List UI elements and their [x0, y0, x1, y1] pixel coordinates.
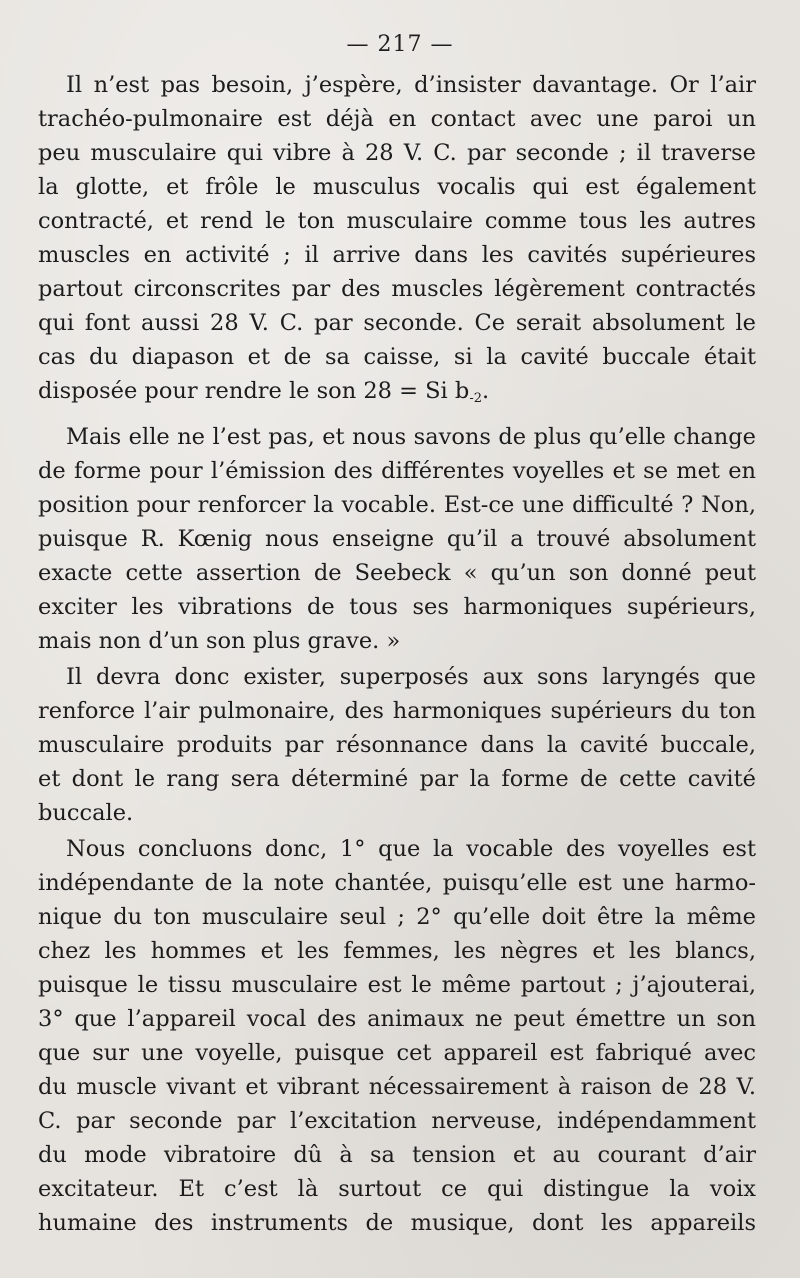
text-line: mais non d’un son plus grave. » — [38, 628, 401, 654]
text-line: du muscle vivant et vibrant nécessairement à raison de 28 V. — [38, 1074, 756, 1100]
text-line: la glotte, et frôle le musculus vocalis qui est également — [38, 174, 756, 200]
text-line: 3° que l’appareil vocal des animaux ne peut émettre un son — [38, 1006, 756, 1032]
text-line: buccale. — [38, 800, 134, 826]
text-line: et dont le rang sera déterminé par la forme de cette cavité — [38, 766, 756, 792]
text-line: exciter les vibrations de tous ses harmoniques supérieurs, — [38, 594, 756, 620]
period: . — [481, 378, 490, 404]
subscript: -2 — [469, 391, 482, 406]
text-line: puisque R. Kœnig nous enseigne qu’il a trouvé absolument — [38, 526, 756, 552]
text-line: renforce l’air pulmonaire, des harmoniques supérieurs du ton — [38, 698, 756, 724]
text-line: indépendante de la note chantée, puisqu’elle est une harmo- — [38, 870, 756, 896]
text-line: chez les hommes et les femmes, les nègres et les blancs, — [38, 938, 756, 964]
text-line-with-subscript — [38, 374, 756, 408]
text-line: nique du ton musculaire seul ; 2° qu’elle doit être la même — [38, 904, 756, 930]
text-line: Il devra donc exister, superposés aux sons laryngés que — [66, 664, 756, 690]
text-line: du mode vibratoire dû à sa tension et au courant d’air — [38, 1142, 756, 1168]
text-line: partout circonscrites par des muscles légèrement contractés — [38, 276, 756, 302]
text-line: muscles en activité ; il arrive dans les cavités supérieures — [38, 242, 756, 268]
text-line: excitateur. Et c’est là surtout ce qui distingue la voix — [38, 1176, 756, 1202]
text-line: musculaire produits par résonnance dans la cavité buccale, — [38, 732, 756, 758]
text-line: disposée pour rendre le son 28 = Si b — [38, 378, 470, 404]
text-line: que sur une voyelle, puisque cet appareil est fabriqué avec — [38, 1040, 756, 1066]
text-line: Nous concluons donc, 1° que la vocable des voyelles est — [66, 836, 756, 862]
text-line: trachéo-pulmonaire est déjà en contact avec une paroi un — [38, 106, 756, 132]
text-line: C. par seconde par l’excitation nerveuse, indépendamment — [38, 1108, 756, 1134]
text-line: exacte cette assertion de Seebeck « qu’un son donné peut — [38, 560, 756, 586]
text-line: Il n’est pas besoin, j’espère, d’insister davantage. Or l’air — [66, 72, 756, 98]
text-line: qui font aussi 28 V. C. par seconde. Ce serait absolument le — [38, 310, 756, 336]
text-line: Mais elle ne l’est pas, et nous savons de plus qu’elle change — [66, 424, 756, 450]
text-line: contracté, et rend le ton musculaire comme tous les autres — [38, 208, 756, 234]
text-line: position pour renforcer la vocable. Est-ce une difficulté ? Non, — [38, 492, 756, 518]
text-line: humaine des instruments de musique, dont les appareils — [38, 1210, 756, 1236]
page-number: — 217 — — [346, 32, 454, 57]
text-line: puisque le tissu musculaire est le même partout ; j’ajouterai, — [38, 972, 756, 998]
text-line: cas du diapason et de sa caisse, si la cavité buccale était — [38, 344, 756, 370]
text-line: de forme pour l’émission des différentes voyelles et se met en — [38, 458, 756, 484]
text-line: peu musculaire qui vibre à 28 V. C. par seconde ; il traverse — [38, 140, 756, 166]
